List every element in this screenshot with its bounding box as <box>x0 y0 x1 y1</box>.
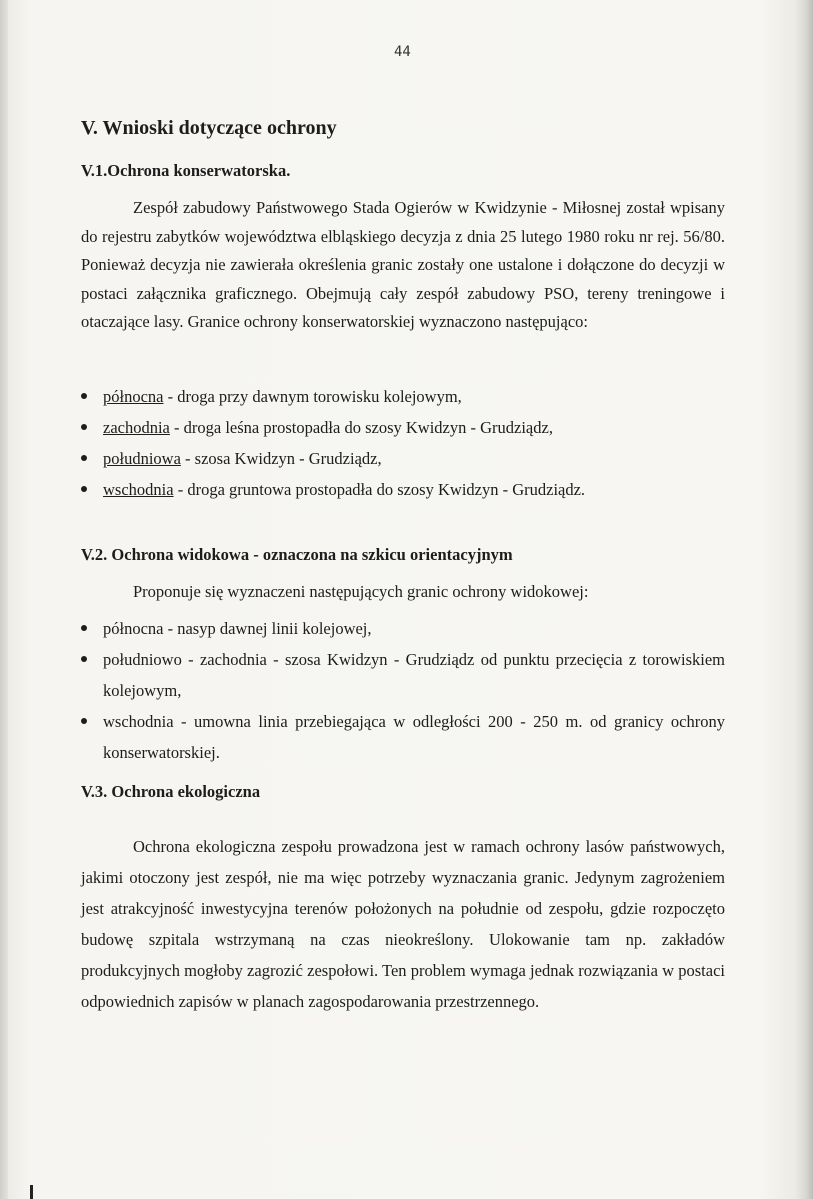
paragraph-conservation-text: Zespół zabudowy Państwowego Stada Ogierów w Kwidzynie - Miłosnej został wpisany do rejestru zabytków województwa elbląskiego decyzja z dnia 25 lutego 1980 roku nr rej. 56/80. Ponieważ decyzja nie zawierała określenia granic zostały one ustalone i dołączone do decyzji w postaci załącznika graficznego. Obejmują cały zespół zabudowy PSO, tereny treningowe i otaczające lasy. Granice ochrony konserwatorskiej wyznaczono następująco: <box>81 198 725 332</box>
list-item <box>81 644 725 706</box>
section-title: V. Wnioski dotyczące ochrony <box>81 117 337 139</box>
bullet-icon <box>81 393 87 399</box>
list-item <box>81 706 725 768</box>
page-binding-edge <box>0 0 8 1199</box>
boundary-list <box>81 381 725 505</box>
list-item-text: - szosa Kwidzyn - Grudziądz, <box>180 449 382 468</box>
subsection-title-conservation: V.1.Ochrona konserwatorska. <box>81 161 291 180</box>
list-item <box>81 474 725 505</box>
bullet-icon <box>81 424 87 430</box>
list-item-term: południowa <box>103 449 181 468</box>
list-item-text: - droga przy dawnym torowisku kolejowym, <box>163 387 462 406</box>
page-corner-mark <box>30 1185 33 1199</box>
view-boundary-list <box>81 613 725 768</box>
list-item-text: północna - nasyp dawnej linii kolejowej, <box>103 619 372 638</box>
bullet-icon <box>81 625 87 631</box>
page-number: 44 <box>394 44 411 60</box>
bullet-icon <box>81 486 87 492</box>
list-item-term: wschodnia <box>103 480 174 499</box>
subsection-title-ecology: V.3. Ochrona ekologiczna <box>81 782 261 801</box>
list-item-text: wschodnia - umowna linia przebiegająca w odległości 200 - 250 m. od granicy ochrony konserwatorskiej. <box>103 712 725 762</box>
paragraph-view-intro <box>81 578 725 607</box>
paragraph-conservation <box>81 194 725 337</box>
list-item-term: zachodnia <box>103 418 170 437</box>
paragraph-ecology <box>81 831 725 1017</box>
list-item <box>81 443 725 474</box>
list-item <box>81 613 725 644</box>
list-item <box>81 381 725 412</box>
subsection-title-view: V.2. Ochrona widokowa - oznaczona na szkicu orientacyjnym <box>81 545 513 564</box>
paragraph-ecology-text: Ochrona ekologiczna zespołu prowadzona jest w ramach ochrony lasów państwowych, jakimi otoczony jest zespół, nie ma więc potrzeby wyznaczania granic. Jedynym zagrożeniem jest atrakcyjność inwestycyjna terenów położonych na południe od zespołu, gdzie rozpoczęto budowę szpitala wstrzymaną na czas nieokreślony. Ulokowanie tam np. zakładów produkcyjnych mogłoby zagrozić zespołowi. Ten problem wymaga jednak rozwiązania w postaci odpowiednich zapisów w planach zagospodarowania przestrzennego. <box>81 837 725 1011</box>
list-item-text: południowo - zachodnia - szosa Kwidzyn - Grudziądz od punktu przecięcia z torowiskiem kolejowym, <box>103 650 725 700</box>
paragraph-view-intro-text: Proponuje się wyznaczeni następujących granic ochrony widokowej: <box>133 582 589 601</box>
bullet-icon <box>81 455 87 461</box>
bullet-icon <box>81 718 87 724</box>
list-item-term: północna <box>103 387 164 406</box>
list-item-text: - droga leśna prostopadła do szosy Kwidzyn - Grudziądz, <box>169 418 553 437</box>
list-item-text: - droga gruntowa prostopadła do szosy Kwidzyn - Grudziądz. <box>173 480 586 499</box>
bullet-icon <box>81 656 87 662</box>
list-item <box>81 412 725 443</box>
